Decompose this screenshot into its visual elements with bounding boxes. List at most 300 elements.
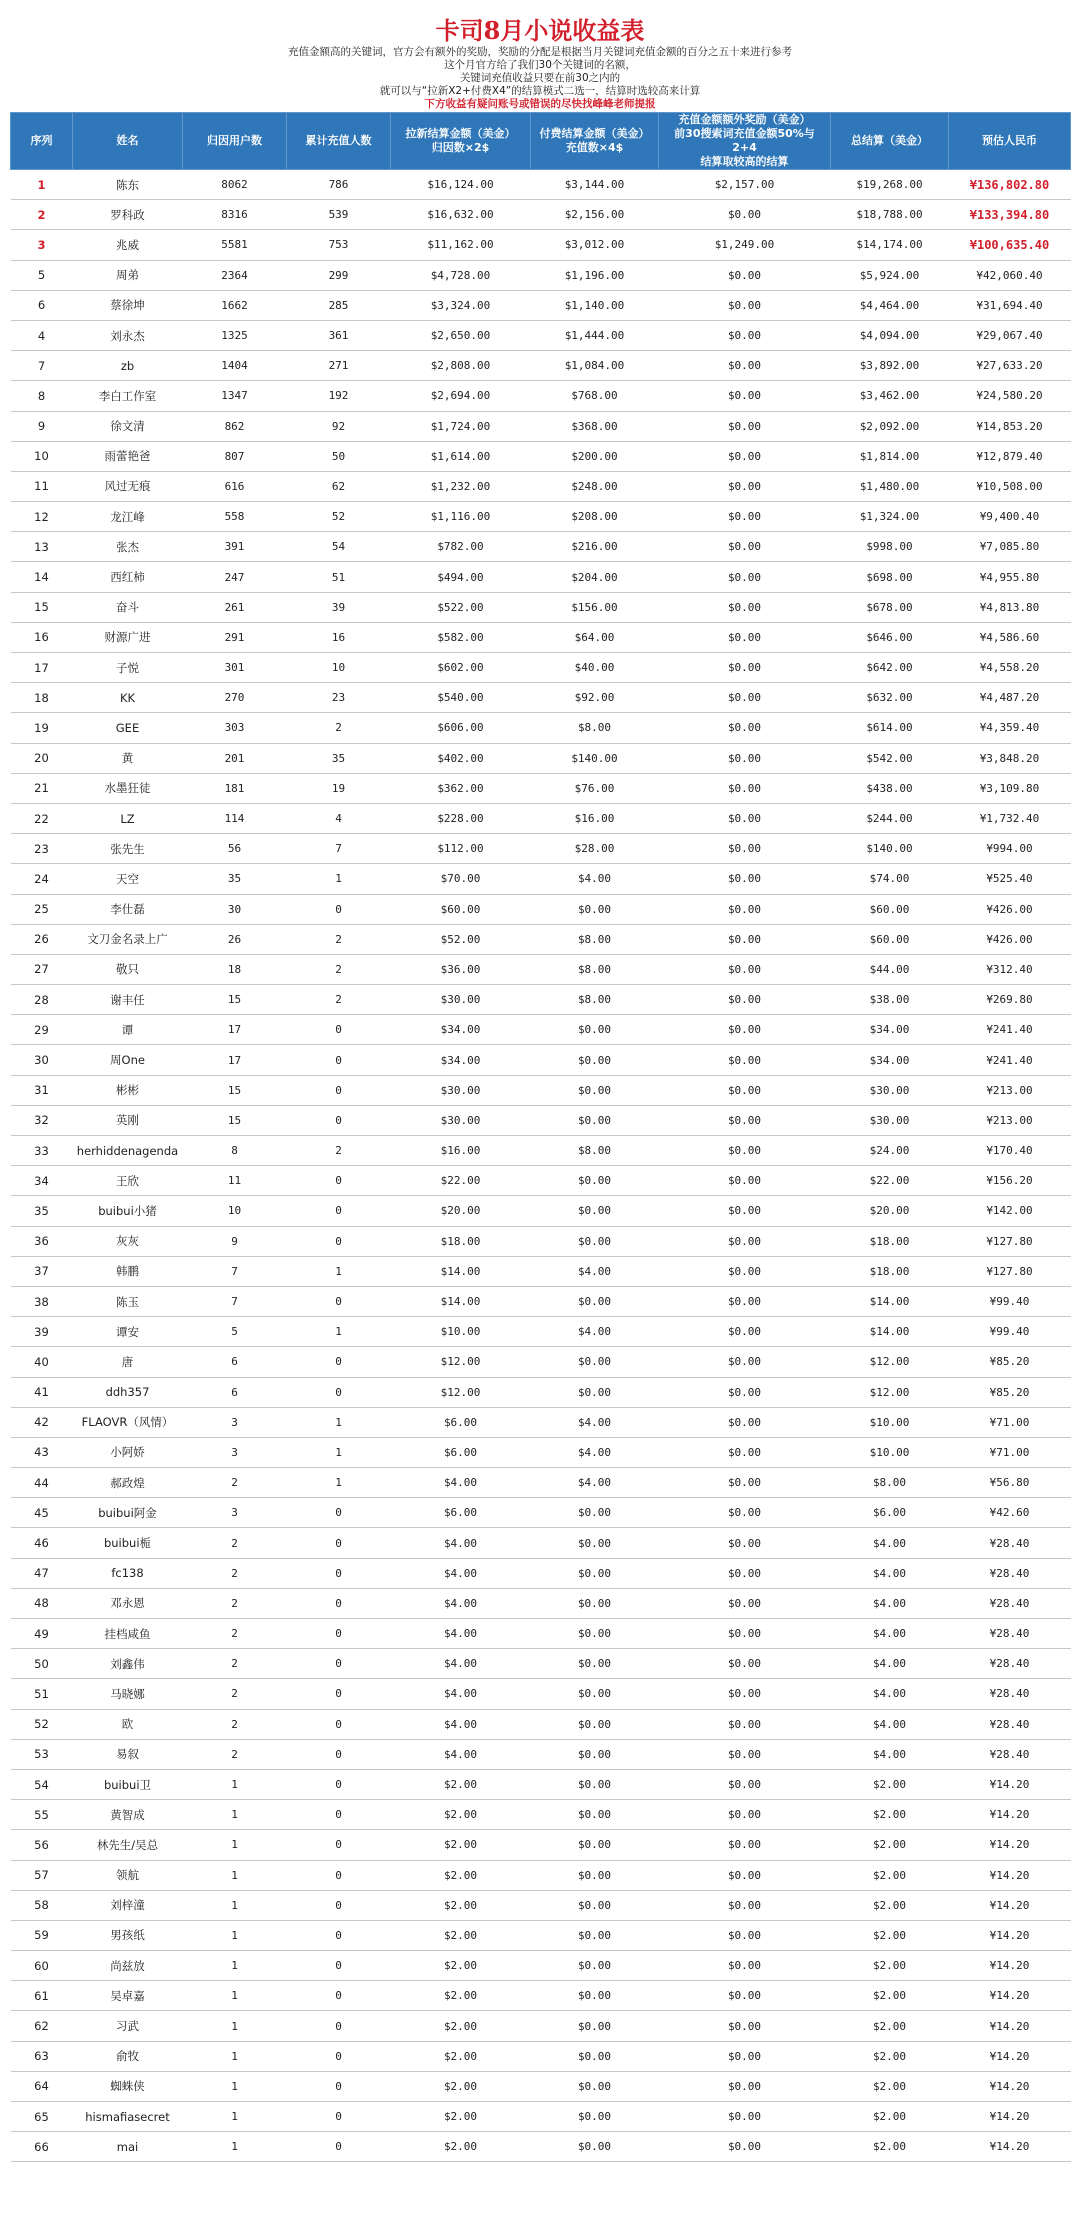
cell-attributed-users: 15 — [183, 1075, 287, 1105]
cell-estimated-rmb: ¥241.40 — [949, 1015, 1071, 1045]
table-row — [11, 290, 1071, 320]
cell-paying-users: 0 — [287, 1045, 391, 1075]
cell-paid-settlement: $28.00 — [531, 834, 659, 864]
cell-estimated-rmb: ¥14.20 — [949, 1800, 1071, 1830]
cell-attributed-users: 301 — [183, 653, 287, 683]
cell-paid-settlement: $1,444.00 — [531, 320, 659, 350]
cell-index: 39 — [11, 1317, 73, 1347]
cell-name: 谭 — [73, 1015, 183, 1045]
cell-new-user-settlement: $2,650.00 — [391, 320, 531, 350]
cell-new-user-settlement: $2.00 — [391, 2071, 531, 2101]
cell-name: 挂档咸鱼 — [73, 1619, 183, 1649]
cell-paying-users: 92 — [287, 411, 391, 441]
cell-total-settlement: $24.00 — [831, 1136, 949, 1166]
cell-paid-settlement: $16.00 — [531, 803, 659, 833]
cell-new-user-settlement: $30.00 — [391, 1105, 531, 1135]
note-line-3: 关键词充值收益只要在前30之内的 — [459, 72, 621, 84]
cell-paying-users: 0 — [287, 1528, 391, 1558]
cell-paid-settlement: $0.00 — [531, 2011, 659, 2041]
cell-index: 22 — [11, 803, 73, 833]
cell-new-user-settlement: $4.00 — [391, 1619, 531, 1649]
cell-new-user-settlement: $14.00 — [391, 1286, 531, 1316]
cell-paid-settlement: $0.00 — [531, 1920, 659, 1950]
table-row — [11, 1981, 1071, 2011]
cell-bonus-settlement: $0.00 — [659, 1286, 831, 1316]
cell-name: herhiddenagenda — [73, 1136, 183, 1166]
cell-attributed-users: 56 — [183, 834, 287, 864]
cell-index: 61 — [11, 1981, 73, 2011]
cell-paying-users: 50 — [287, 441, 391, 471]
cell-attributed-users: 2 — [183, 1558, 287, 1588]
cell-estimated-rmb: ¥42.60 — [949, 1498, 1071, 1528]
cell-paying-users: 62 — [287, 471, 391, 501]
cell-paying-users: 2 — [287, 1136, 391, 1166]
cell-name: 西红柿 — [73, 562, 183, 592]
cell-new-user-settlement: $2.00 — [391, 1800, 531, 1830]
table-row — [11, 1800, 1071, 1830]
cell-attributed-users: 1347 — [183, 381, 287, 411]
cell-estimated-rmb: ¥28.40 — [949, 1528, 1071, 1558]
cell-total-settlement: $542.00 — [831, 743, 949, 773]
cell-attributed-users: 2 — [183, 1468, 287, 1498]
cell-total-settlement: $2.00 — [831, 1981, 949, 2011]
cell-bonus-settlement: $0.00 — [659, 622, 831, 652]
cell-new-user-settlement: $2.00 — [391, 1860, 531, 1890]
table-row — [11, 2041, 1071, 2071]
cell-paid-settlement: $0.00 — [531, 1377, 659, 1407]
cell-estimated-rmb: ¥426.00 — [949, 924, 1071, 954]
cell-total-settlement: $3,892.00 — [831, 351, 949, 381]
cell-bonus-settlement: $0.00 — [659, 1166, 831, 1196]
cell-index: 26 — [11, 924, 73, 954]
cell-paid-settlement: $140.00 — [531, 743, 659, 773]
cell-attributed-users: 1 — [183, 1951, 287, 1981]
cell-index: 28 — [11, 985, 73, 1015]
cell-index: 34 — [11, 1166, 73, 1196]
cell-bonus-settlement: $0.00 — [659, 471, 831, 501]
cell-new-user-settlement: $112.00 — [391, 834, 531, 864]
cell-bonus-settlement: $0.00 — [659, 1377, 831, 1407]
cell-name: LZ — [73, 803, 183, 833]
cell-index: 52 — [11, 1709, 73, 1739]
cell-paying-users: 361 — [287, 320, 391, 350]
cell-paid-settlement: $0.00 — [531, 1649, 659, 1679]
cell-paid-settlement: $0.00 — [531, 2071, 659, 2101]
cell-attributed-users: 1 — [183, 2011, 287, 2041]
table-row — [11, 1226, 1071, 1256]
cell-bonus-settlement: $0.00 — [659, 1588, 831, 1618]
cell-attributed-users: 2 — [183, 1588, 287, 1618]
cell-bonus-settlement: $0.00 — [659, 1437, 831, 1467]
cell-estimated-rmb: ¥14.20 — [949, 1860, 1071, 1890]
cell-paid-settlement: $0.00 — [531, 1045, 659, 1075]
cell-new-user-settlement: $1,116.00 — [391, 502, 531, 532]
cell-attributed-users: 30 — [183, 894, 287, 924]
cell-index: 41 — [11, 1377, 73, 1407]
cell-attributed-users: 15 — [183, 1105, 287, 1135]
table-row — [11, 1679, 1071, 1709]
cell-paying-users: 10 — [287, 653, 391, 683]
cell-paying-users: 0 — [287, 1951, 391, 1981]
cell-bonus-settlement: $0.00 — [659, 1679, 831, 1709]
cell-name: 周One — [73, 1045, 183, 1075]
cell-paid-settlement: $0.00 — [531, 1769, 659, 1799]
cell-estimated-rmb: ¥14.20 — [949, 1769, 1071, 1799]
cell-bonus-settlement: $0.00 — [659, 1256, 831, 1286]
cell-bonus-settlement: $0.00 — [659, 743, 831, 773]
cell-new-user-settlement: $4.00 — [391, 1679, 531, 1709]
cell-estimated-rmb: ¥14.20 — [949, 1890, 1071, 1920]
cell-name: 风过无痕 — [73, 471, 183, 501]
cell-total-settlement: $34.00 — [831, 1015, 949, 1045]
cell-index: 60 — [11, 1951, 73, 1981]
cell-index: 12 — [11, 502, 73, 532]
cell-new-user-settlement: $18.00 — [391, 1226, 531, 1256]
cell-index: 65 — [11, 2102, 73, 2132]
cell-name: 易叙 — [73, 1739, 183, 1769]
cell-new-user-settlement: $2.00 — [391, 1920, 531, 1950]
cell-new-user-settlement: $14.00 — [391, 1256, 531, 1286]
cell-bonus-settlement: $0.00 — [659, 1196, 831, 1226]
cell-bonus-settlement: $0.00 — [659, 803, 831, 833]
table-row — [11, 1075, 1071, 1105]
cell-estimated-rmb: ¥127.80 — [949, 1226, 1071, 1256]
cell-total-settlement: $60.00 — [831, 924, 949, 954]
cell-paid-settlement: $0.00 — [531, 1105, 659, 1135]
table-row — [11, 1015, 1071, 1045]
cell-bonus-settlement: $0.00 — [659, 1739, 831, 1769]
cell-paid-settlement: $0.00 — [531, 1196, 659, 1226]
cell-paying-users: 0 — [287, 1920, 391, 1950]
cell-total-settlement: $2.00 — [831, 1920, 949, 1950]
cell-new-user-settlement: $12.00 — [391, 1347, 531, 1377]
cell-estimated-rmb: ¥56.80 — [949, 1468, 1071, 1498]
cell-attributed-users: 8316 — [183, 200, 287, 230]
cell-paid-settlement: $0.00 — [531, 1558, 659, 1588]
cell-name: 徐文清 — [73, 411, 183, 441]
cell-estimated-rmb: ¥42,060.40 — [949, 260, 1071, 290]
table-row — [11, 1468, 1071, 1498]
cell-estimated-rmb: ¥4,359.40 — [949, 713, 1071, 743]
cell-attributed-users: 10 — [183, 1196, 287, 1226]
cell-paid-settlement: $204.00 — [531, 562, 659, 592]
cell-estimated-rmb: ¥85.20 — [949, 1377, 1071, 1407]
table-row — [11, 2011, 1071, 2041]
col-estimated-rmb-header: 预估人民币 — [949, 113, 1071, 170]
cell-total-settlement: $74.00 — [831, 864, 949, 894]
table-row — [11, 471, 1071, 501]
cell-index: 1 — [11, 170, 73, 200]
cell-name: 张先生 — [73, 834, 183, 864]
cell-bonus-settlement: $0.00 — [659, 441, 831, 471]
cell-attributed-users: 2 — [183, 1619, 287, 1649]
cell-index: 53 — [11, 1739, 73, 1769]
cell-new-user-settlement: $52.00 — [391, 924, 531, 954]
table-row — [11, 2102, 1071, 2132]
cell-paying-users: 0 — [287, 1830, 391, 1860]
cell-index: 23 — [11, 834, 73, 864]
cell-paid-settlement: $8.00 — [531, 713, 659, 743]
cell-attributed-users: 15 — [183, 985, 287, 1015]
cell-index: 45 — [11, 1498, 73, 1528]
cell-total-settlement: $140.00 — [831, 834, 949, 864]
cell-paying-users: 1 — [287, 864, 391, 894]
cell-attributed-users: 303 — [183, 713, 287, 743]
cell-total-settlement: $2.00 — [831, 2102, 949, 2132]
cell-paying-users: 0 — [287, 1860, 391, 1890]
cell-estimated-rmb: ¥71.00 — [949, 1407, 1071, 1437]
cell-estimated-rmb: ¥14.20 — [949, 2071, 1071, 2101]
table-row — [11, 653, 1071, 683]
cell-total-settlement: $2.00 — [831, 2071, 949, 2101]
table-row — [11, 532, 1071, 562]
cell-paying-users: 0 — [287, 1286, 391, 1316]
cell-index: 38 — [11, 1286, 73, 1316]
cell-paid-settlement: $4.00 — [531, 1468, 659, 1498]
cell-new-user-settlement: $6.00 — [391, 1407, 531, 1437]
cell-estimated-rmb: ¥14.20 — [949, 2011, 1071, 2041]
cell-attributed-users: 201 — [183, 743, 287, 773]
cell-total-settlement: $4.00 — [831, 1709, 949, 1739]
cell-name: 唐 — [73, 1347, 183, 1377]
cell-index: 29 — [11, 1015, 73, 1045]
cell-paid-settlement: $0.00 — [531, 1015, 659, 1045]
cell-name: 彬彬 — [73, 1075, 183, 1105]
cell-name: 张杰 — [73, 532, 183, 562]
table-row — [11, 411, 1071, 441]
cell-estimated-rmb: ¥10,508.00 — [949, 471, 1071, 501]
table-row — [11, 2132, 1071, 2162]
cell-index: 37 — [11, 1256, 73, 1286]
cell-bonus-settlement: $0.00 — [659, 1558, 831, 1588]
cell-bonus-settlement: $0.00 — [659, 1890, 831, 1920]
cell-paid-settlement: $0.00 — [531, 1951, 659, 1981]
cell-total-settlement: $2.00 — [831, 1951, 949, 1981]
cell-total-settlement: $4.00 — [831, 1619, 949, 1649]
cell-total-settlement: $2.00 — [831, 1890, 949, 1920]
cell-index: 24 — [11, 864, 73, 894]
table-row — [11, 562, 1071, 592]
cell-bonus-settlement: $0.00 — [659, 2132, 831, 2162]
cell-new-user-settlement: $2.00 — [391, 2132, 531, 2162]
cell-paying-users: 0 — [287, 2011, 391, 2041]
cell-bonus-settlement: $0.00 — [659, 1528, 831, 1558]
cell-total-settlement: $30.00 — [831, 1075, 949, 1105]
table-row — [11, 351, 1071, 381]
cell-new-user-settlement: $22.00 — [391, 1166, 531, 1196]
red-notice: 下方收益有疑问账号或错误的尽快找峰峰老师提报 — [424, 98, 656, 110]
cell-new-user-settlement: $4.00 — [391, 1588, 531, 1618]
cell-bonus-settlement: $0.00 — [659, 1317, 831, 1347]
cell-estimated-rmb: ¥994.00 — [949, 834, 1071, 864]
table-row — [11, 230, 1071, 260]
cell-bonus-settlement: $0.00 — [659, 1226, 831, 1256]
cell-paying-users: 0 — [287, 1196, 391, 1226]
cell-index: 66 — [11, 2132, 73, 2162]
table-row — [11, 924, 1071, 954]
cell-attributed-users: 17 — [183, 1015, 287, 1045]
cell-new-user-settlement: $782.00 — [391, 532, 531, 562]
cell-paying-users: 0 — [287, 894, 391, 924]
table-row — [11, 1105, 1071, 1135]
cell-estimated-rmb: ¥14.20 — [949, 1920, 1071, 1950]
cell-new-user-settlement: $16,124.00 — [391, 170, 531, 200]
cell-paying-users: 0 — [287, 1226, 391, 1256]
cell-paid-settlement: $0.00 — [531, 1498, 659, 1528]
table-row — [11, 1166, 1071, 1196]
cell-name: 小阿娇 — [73, 1437, 183, 1467]
cell-paid-settlement: $0.00 — [531, 1981, 659, 2011]
cell-new-user-settlement: $2,808.00 — [391, 351, 531, 381]
cell-estimated-rmb: ¥28.40 — [949, 1679, 1071, 1709]
cell-total-settlement: $30.00 — [831, 1105, 949, 1135]
cell-paying-users: 52 — [287, 502, 391, 532]
cell-paying-users: 19 — [287, 773, 391, 803]
cell-attributed-users: 1662 — [183, 290, 287, 320]
cell-paid-settlement: $76.00 — [531, 773, 659, 803]
cell-new-user-settlement: $6.00 — [391, 1498, 531, 1528]
cell-name: 郝政煌 — [73, 1468, 183, 1498]
cell-attributed-users: 1 — [183, 1800, 287, 1830]
cell-bonus-settlement: $0.00 — [659, 1015, 831, 1045]
cell-paying-users: 23 — [287, 683, 391, 713]
cell-paying-users: 35 — [287, 743, 391, 773]
cell-new-user-settlement: $30.00 — [391, 1075, 531, 1105]
cell-bonus-settlement: $0.00 — [659, 351, 831, 381]
cell-total-settlement: $10.00 — [831, 1437, 949, 1467]
cell-paid-settlement: $200.00 — [531, 441, 659, 471]
cell-index: 2 — [11, 200, 73, 230]
cell-estimated-rmb: ¥99.40 — [949, 1317, 1071, 1347]
cell-paying-users: 285 — [287, 290, 391, 320]
table-row — [11, 1286, 1071, 1316]
cell-name: 刘永杰 — [73, 320, 183, 350]
cell-name: 黄智成 — [73, 1800, 183, 1830]
cell-total-settlement: $4,094.00 — [831, 320, 949, 350]
cell-paid-settlement: $0.00 — [531, 894, 659, 924]
cell-bonus-settlement: $0.00 — [659, 1649, 831, 1679]
cell-index: 13 — [11, 532, 73, 562]
cell-attributed-users: 5 — [183, 1317, 287, 1347]
cell-name: 敬只 — [73, 954, 183, 984]
cell-estimated-rmb: ¥14.20 — [949, 2041, 1071, 2071]
cell-new-user-settlement: $70.00 — [391, 864, 531, 894]
col-paying-users-header: 累计充值人数 — [287, 113, 391, 170]
cell-attributed-users: 2 — [183, 1709, 287, 1739]
cell-paid-settlement: $0.00 — [531, 1075, 659, 1105]
cell-name: 林先生/吴总 — [73, 1830, 183, 1860]
cell-paid-settlement: $3,144.00 — [531, 170, 659, 200]
table-row — [11, 834, 1071, 864]
table-row — [11, 985, 1071, 1015]
cell-paying-users: 2 — [287, 954, 391, 984]
cell-bonus-settlement: $0.00 — [659, 1951, 831, 1981]
table-row — [11, 200, 1071, 230]
table-row — [11, 1830, 1071, 1860]
note-line-4: 就可以与“拉新X2+付费X4”的结算模式二选一，结算时选较高来计算 — [379, 85, 701, 97]
cell-index: 55 — [11, 1800, 73, 1830]
cell-index: 3 — [11, 230, 73, 260]
table-row — [11, 1951, 1071, 1981]
cell-new-user-settlement: $11,162.00 — [391, 230, 531, 260]
cell-paid-settlement: $0.00 — [531, 2132, 659, 2162]
cell-bonus-settlement: $0.00 — [659, 954, 831, 984]
cell-bonus-settlement: $0.00 — [659, 592, 831, 622]
cell-attributed-users: 2364 — [183, 260, 287, 290]
cell-name: buibui卫 — [73, 1769, 183, 1799]
cell-new-user-settlement: $34.00 — [391, 1015, 531, 1045]
table-row — [11, 1769, 1071, 1799]
table-row — [11, 1317, 1071, 1347]
cell-estimated-rmb: ¥100,635.40 — [949, 230, 1071, 260]
cell-attributed-users: 18 — [183, 954, 287, 984]
cell-index: 19 — [11, 713, 73, 743]
cell-name: 陈玉 — [73, 1286, 183, 1316]
table-row — [11, 592, 1071, 622]
cell-new-user-settlement: $2.00 — [391, 1830, 531, 1860]
cell-paying-users: 16 — [287, 622, 391, 652]
cell-total-settlement: $2.00 — [831, 1769, 949, 1799]
table-row — [11, 1347, 1071, 1377]
cell-bonus-settlement: $0.00 — [659, 290, 831, 320]
table-row — [11, 441, 1071, 471]
cell-paying-users: 7 — [287, 834, 391, 864]
cell-total-settlement: $4,464.00 — [831, 290, 949, 320]
cell-paying-users: 0 — [287, 1347, 391, 1377]
cell-paid-settlement: $0.00 — [531, 1619, 659, 1649]
table-row — [11, 1528, 1071, 1558]
cell-paid-settlement: $208.00 — [531, 502, 659, 532]
cell-paying-users: 0 — [287, 1105, 391, 1135]
cell-estimated-rmb: ¥1,732.40 — [949, 803, 1071, 833]
cell-attributed-users: 8062 — [183, 170, 287, 200]
cell-bonus-settlement: $0.00 — [659, 924, 831, 954]
cell-bonus-settlement: $0.00 — [659, 1105, 831, 1135]
table-row — [11, 954, 1071, 984]
cell-attributed-users: 1 — [183, 1890, 287, 1920]
cell-attributed-users: 8 — [183, 1136, 287, 1166]
cell-total-settlement: $3,462.00 — [831, 381, 949, 411]
cell-paid-settlement: $3,012.00 — [531, 230, 659, 260]
cell-index: 56 — [11, 1830, 73, 1860]
cell-estimated-rmb: ¥426.00 — [949, 894, 1071, 924]
cell-index: 36 — [11, 1226, 73, 1256]
cell-attributed-users: 114 — [183, 803, 287, 833]
table-row — [11, 743, 1071, 773]
cell-estimated-rmb: ¥24,580.20 — [949, 381, 1071, 411]
table-row — [11, 502, 1071, 532]
cell-estimated-rmb: ¥4,586.60 — [949, 622, 1071, 652]
cell-total-settlement: $4.00 — [831, 1739, 949, 1769]
cell-total-settlement: $698.00 — [831, 562, 949, 592]
cell-total-settlement: $22.00 — [831, 1166, 949, 1196]
cell-estimated-rmb: ¥133,394.80 — [949, 200, 1071, 230]
cell-attributed-users: 6 — [183, 1377, 287, 1407]
cell-bonus-settlement: $0.00 — [659, 502, 831, 532]
cell-name: 邓永恩 — [73, 1588, 183, 1618]
cell-attributed-users: 616 — [183, 471, 287, 501]
cell-total-settlement: $12.00 — [831, 1377, 949, 1407]
cell-name: 李白工作室 — [73, 381, 183, 411]
cell-index: 11 — [11, 471, 73, 501]
cell-attributed-users: 1 — [183, 2102, 287, 2132]
cell-bonus-settlement: $0.00 — [659, 1468, 831, 1498]
cell-new-user-settlement: $2.00 — [391, 1769, 531, 1799]
cell-paying-users: 271 — [287, 351, 391, 381]
cell-attributed-users: 1 — [183, 1860, 287, 1890]
cell-total-settlement: $614.00 — [831, 713, 949, 743]
cell-new-user-settlement: $20.00 — [391, 1196, 531, 1226]
